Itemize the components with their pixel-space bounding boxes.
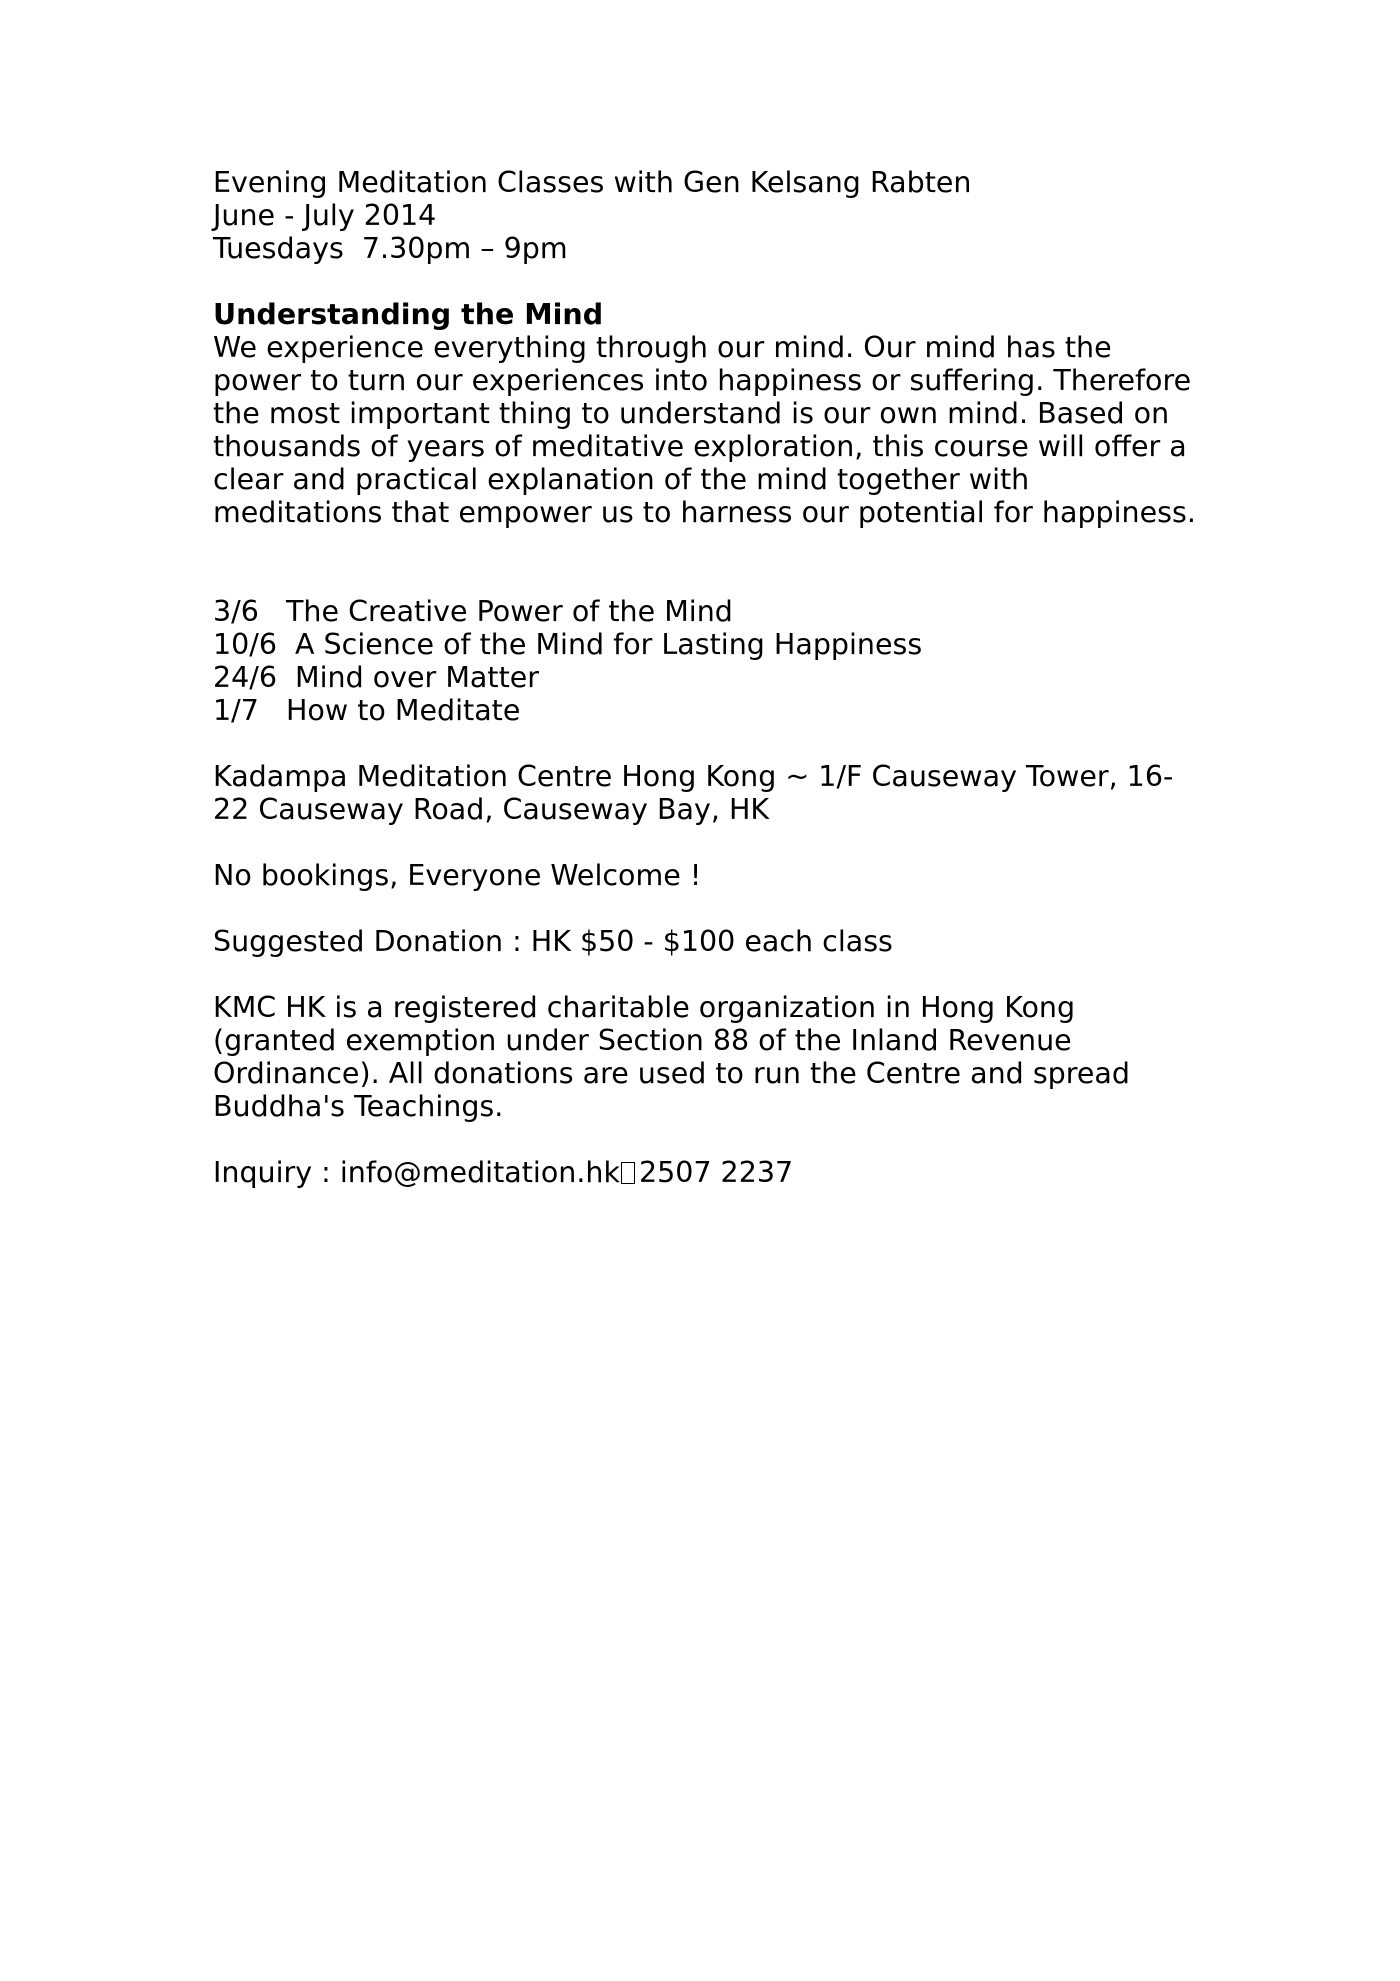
course-heading: Understanding the Mind — [213, 298, 604, 331]
charity-line: (granted exemption under Section 88 of the Inland Revenue — [213, 1024, 1072, 1057]
description-line: We experience everything through our mind. Our mind has the — [213, 331, 1112, 364]
description-line: the most important thing to understand is our own mind. Based on — [213, 397, 1170, 430]
event-title: Evening Meditation Classes with Gen Kelsang Rabten — [213, 166, 972, 199]
venue-line: 22 Causeway Road, Causeway Bay, HK — [213, 793, 770, 826]
venue-line: Kadampa Meditation Centre Hong Kong ~ 1/F Causeway Tower, 16- — [213, 760, 1174, 793]
spacer — [213, 1123, 1333, 1156]
missing-glyph-icon — [621, 1162, 635, 1184]
inquiry-contact — [213, 1156, 1333, 1189]
charity-line: KMC HK is a registered charitable organization in Hong Kong — [213, 991, 1076, 1024]
spacer — [213, 826, 1333, 859]
booking-note: No bookings, Everyone Welcome ! — [213, 859, 702, 892]
session-item — [213, 694, 1333, 727]
session-date: 1/7 — [213, 694, 259, 727]
event-dates: June - July 2014 — [213, 199, 437, 232]
charity-statement — [213, 991, 1333, 1123]
description-line: thousands of years of meditative exploration, this course will offer a — [213, 430, 1187, 463]
session-list — [213, 595, 1333, 727]
session-date: 10/6 — [213, 628, 277, 661]
document-page — [213, 166, 1333, 1189]
spacer — [213, 892, 1333, 925]
charity-line: Buddha's Teachings. — [213, 1090, 504, 1123]
session-item — [213, 661, 1333, 694]
charity-line: Ordinance). All donations are used to run the Centre and spread — [213, 1057, 1130, 1090]
session-title: Mind over Matter — [295, 661, 539, 694]
spacer — [213, 727, 1333, 760]
description-line: clear and practical explanation of the mind together with — [213, 463, 1030, 496]
session-date: 3/6 — [213, 595, 259, 628]
inquiry-email: Inquiry : info@meditation.hk — [213, 1156, 620, 1189]
donation-note: Suggested Donation : HK $50 - $100 each class — [213, 925, 893, 958]
session-item — [213, 595, 1333, 628]
session-title: A Science of the Mind for Lasting Happiness — [295, 628, 923, 661]
session-item — [213, 628, 1333, 661]
session-date: 24/6 — [213, 661, 277, 694]
venue-address — [213, 760, 1333, 826]
event-time: Tuesdays 7.30pm – 9pm — [213, 232, 568, 265]
session-title: How to Meditate — [286, 694, 521, 727]
spacer — [213, 265, 1333, 298]
session-title: The Creative Power of the Mind — [286, 595, 733, 628]
spacer — [213, 958, 1333, 991]
course-description — [213, 331, 1333, 529]
spacer — [213, 529, 1333, 595]
inquiry-phone: 2507 2237 — [638, 1156, 794, 1189]
description-line: meditations that empower us to harness our potential for happiness. — [213, 496, 1196, 529]
description-line: power to turn our experiences into happiness or suffering. Therefore — [213, 364, 1192, 397]
